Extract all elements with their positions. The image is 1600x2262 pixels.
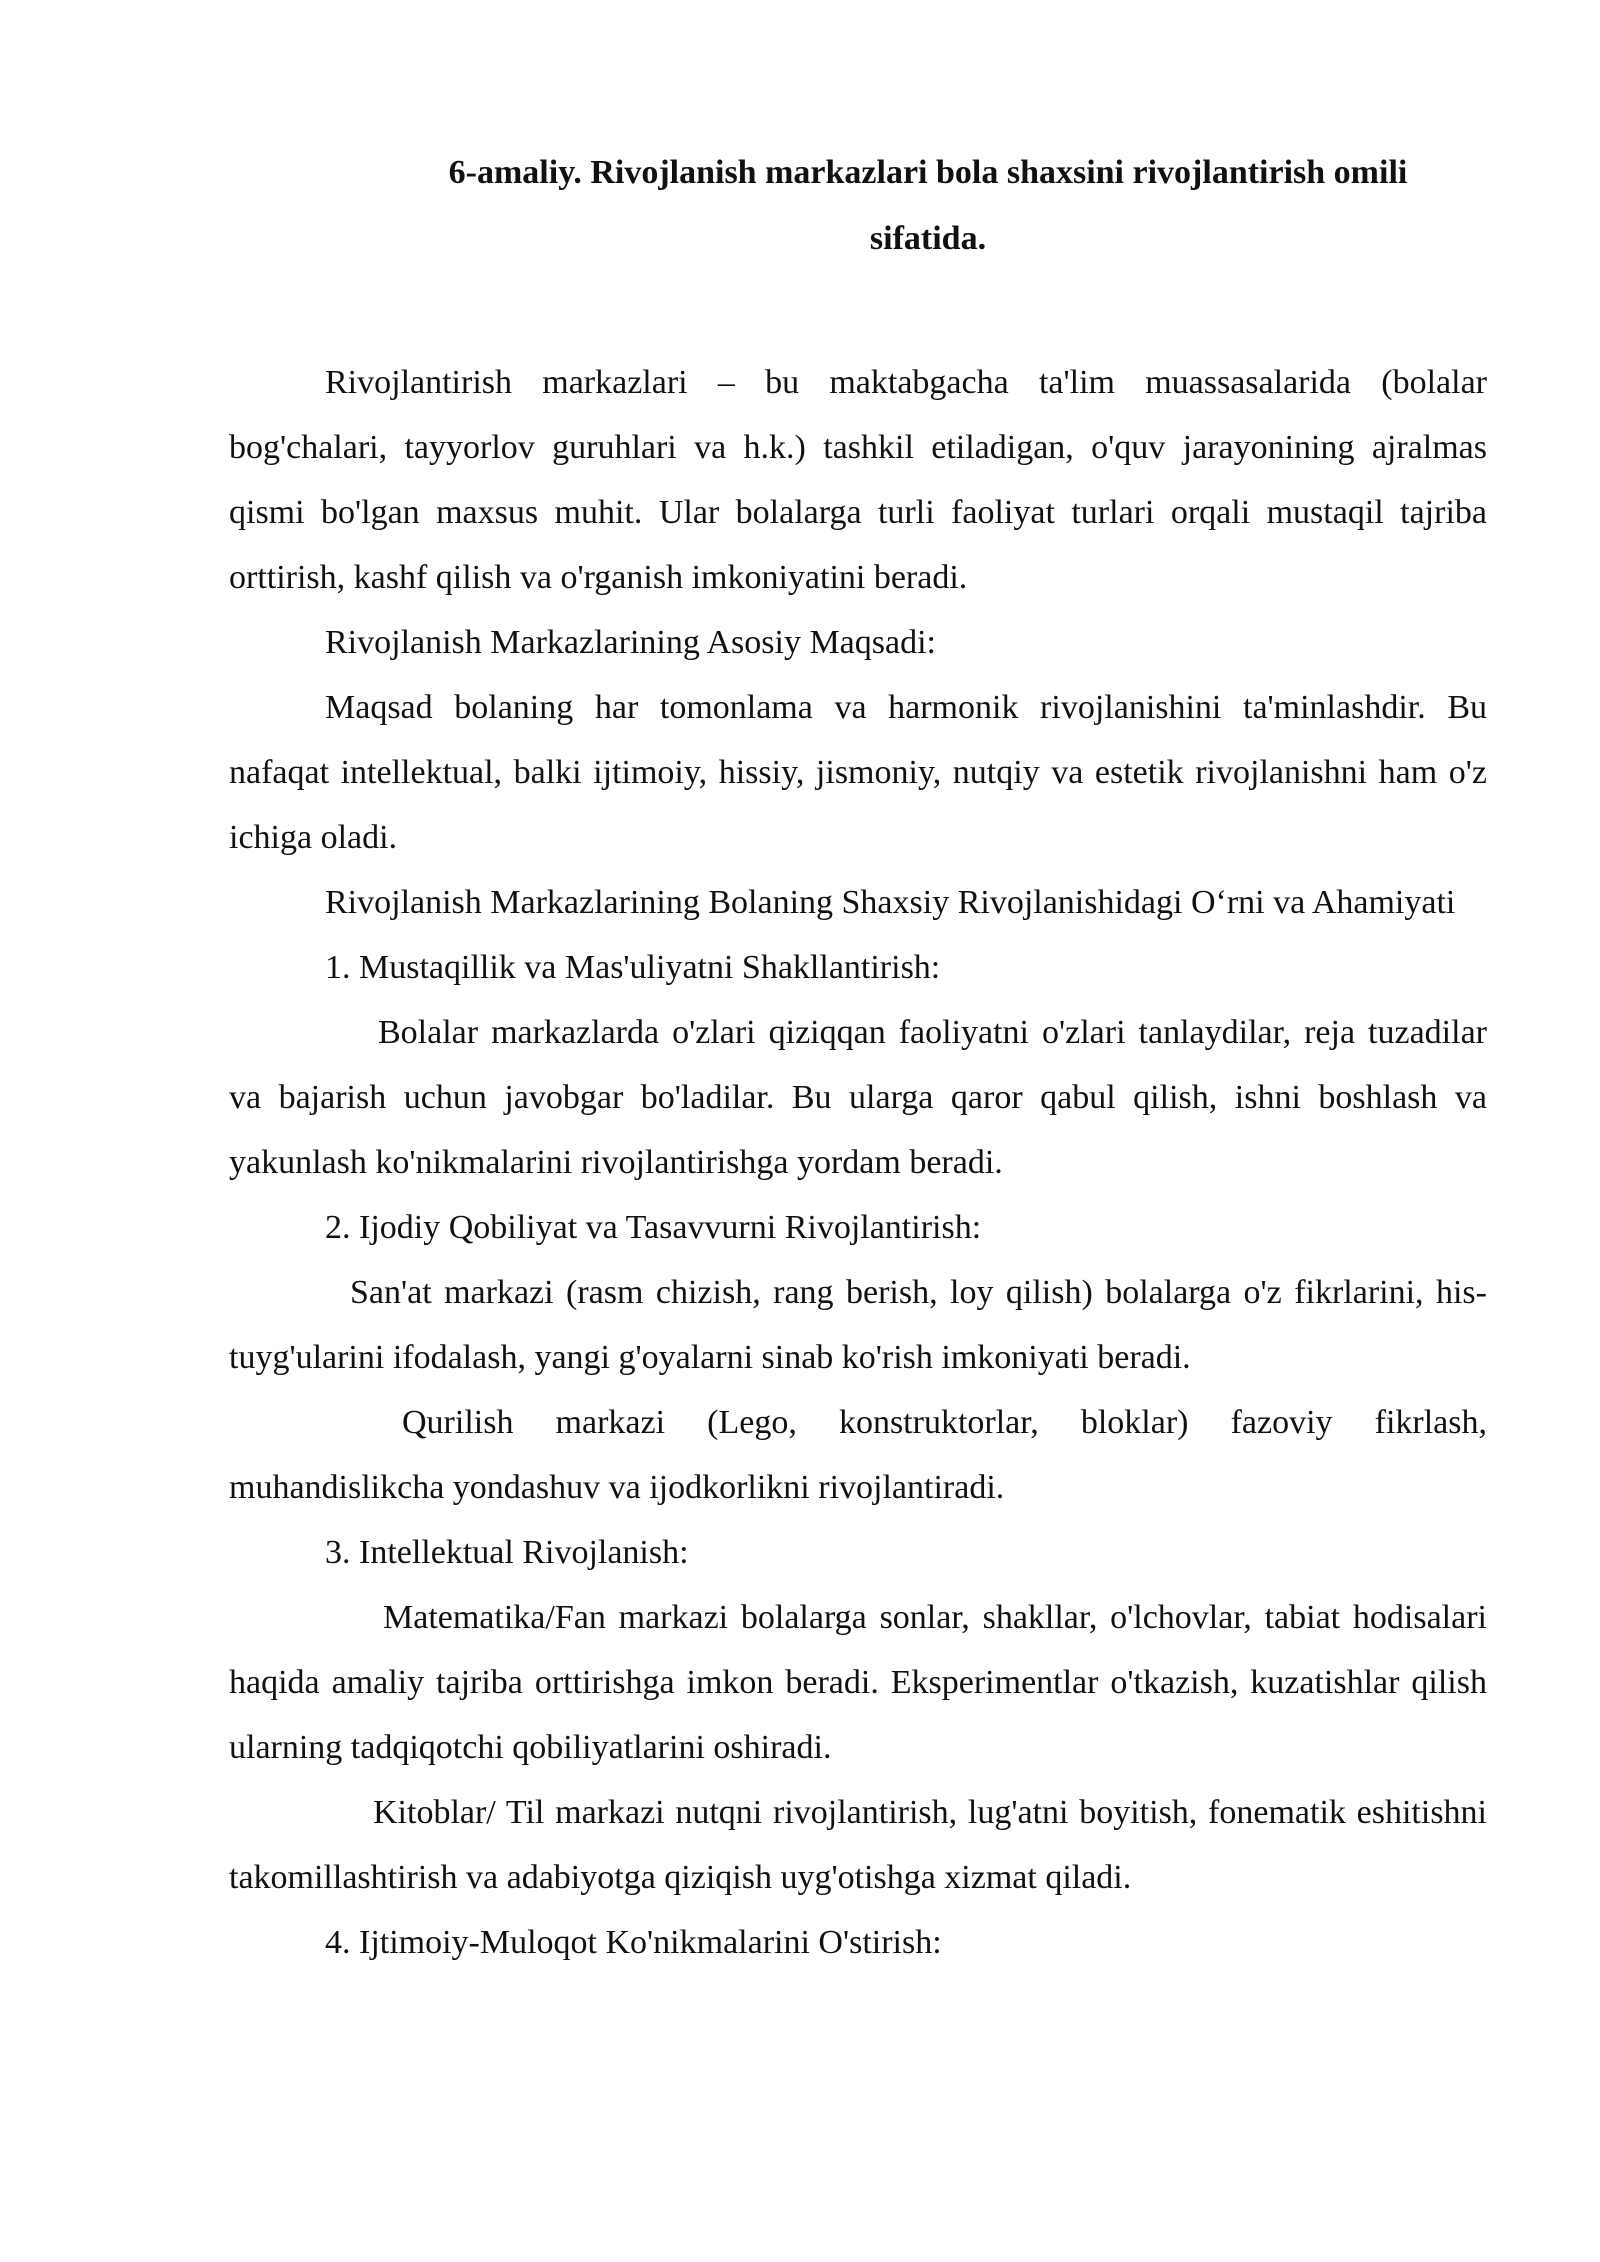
paragraph-goal: Maqsad bolaning har tomonlama va harmonik rivojlanishini ta'minlashdir. Bu nafaqat intellektual, balki ijtimoiy, hissiy, jismoniy, nutqiy va estetik rivojlanishni ham o'z ichiga oladi. (229, 689, 1487, 856)
heading-intellectual: 3. Intellektual Rivojlanish: (325, 1534, 689, 1571)
heading-role-importance: Rivojlanish Markazlarining Bolaning Shaxsiy Rivojlanishidagi O‘rni va Ahamiyati (325, 884, 1456, 921)
document-body (229, 350, 1487, 1975)
paragraph-intro: Rivojlantirish markazlari – bu maktabgacha ta'lim muassasalarida (bolalar bog'chalari, tayyorlov guruhlari va h.k.) tashkil etiladigan, o'quv jarayonining ajralmas qismi bo'lgan maxsus muhit. Ular bolalarga turli faoliyat turlari orqali mustaqil tajriba orttirish, kashf qilish va o'rganish imkoniyatini beradi. (229, 364, 1487, 596)
document-page (229, 140, 1487, 1975)
paragraph-construction-center: Qurilish markazi (Lego, konstruktorlar, bloklar) fazoviy fikrlash, muhandislikcha yondashuv va ijodkorlikni rivojlantiradi. (229, 1404, 1487, 1506)
paragraph-math-center: Matematika/Fan markazi bolalarga sonlar, shakllar, o'lchovlar, tabiat hodisalari haqida amaliy tajriba orttirishga imkon beradi. Eksperimentlar o'tkazish, kuzatishlar qilish ularning tadqiqotchi qobiliyatlarini oshiradi. (229, 1599, 1487, 1766)
heading-independence: 1. Mustaqillik va Mas'uliyatni Shakllantirish: (325, 949, 941, 986)
document-title (369, 140, 1487, 272)
paragraph-language-center: Kitoblar/ Til markazi nutqni rivojlantirish, lug'atni boyitish, fonematik eshitishni takomillashtirish va adabiyotga qiziqish uyg'otishga xizmat qiladi. (229, 1794, 1487, 1896)
title-line-2: sifatida. (869, 220, 987, 257)
heading-creativity: 2. Ijodiy Qobiliyat va Tasavvurni Rivojlantirish: (325, 1209, 982, 1246)
title-line-1: 6-amaliy. Rivojlanish markazlari bola shaxsini rivojlantirish omili (448, 154, 1408, 191)
paragraph-independence: Bolalar markazlarda o'zlari qiziqqan faoliyatni o'zlari tanlaydilar, reja tuzadilar va bajarish uchun javobgar bo'ladilar. Bu ularga qaror qabul qilish, ishni boshlash va yakunlash ko'nikmalarini rivojlantirishga yordam beradi. (229, 1014, 1487, 1181)
heading-social: 4. Ijtimoiy-Muloqot Ko'nikmalarini O'stirish: (325, 1924, 942, 1961)
paragraph-art-center: San'at markazi (rasm chizish, rang berish, loy qilish) bolalarga o'z fikrlarini, his-tuyg'ularini ifodalash, yangi g'oyalarni sinab ko'rish imkoniyati beradi. (229, 1274, 1487, 1376)
heading-main-goal: Rivojlanish Markazlarining Asosiy Maqsadi: (325, 624, 936, 661)
